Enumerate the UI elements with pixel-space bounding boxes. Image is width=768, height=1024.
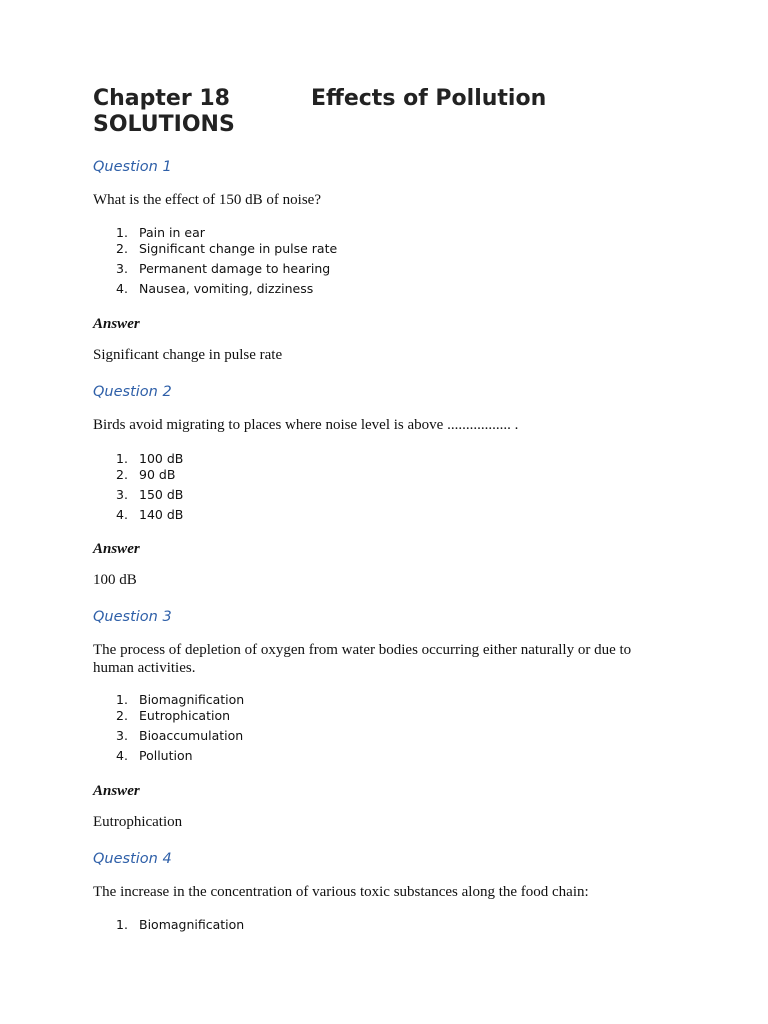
option-label: Eutrophication bbox=[139, 708, 231, 723]
question-heading: Question 4 bbox=[93, 851, 172, 867]
answer-heading: Answer bbox=[93, 316, 140, 332]
option-number: 1. bbox=[116, 225, 128, 240]
option-label: Biomagnification bbox=[139, 917, 245, 932]
option-number: 2. bbox=[116, 467, 128, 482]
answer-text: Significant change in pulse rate bbox=[93, 347, 283, 363]
chapter-topic: Effects of Pollution bbox=[311, 86, 547, 111]
question-heading: Question 2 bbox=[93, 384, 172, 400]
answer-text: Eutrophication bbox=[93, 814, 183, 830]
question-text: What is the effect of 150 dB of noise? bbox=[93, 192, 321, 208]
option-number: 4. bbox=[116, 748, 128, 763]
page-title bbox=[93, 86, 693, 138]
option-label: Pollution bbox=[139, 748, 193, 763]
question-heading: Question 3 bbox=[93, 609, 172, 625]
question-text: The process of depletion of oxygen from water bodies occurring either naturally or due to human activities. bbox=[93, 642, 632, 676]
option-number: 3. bbox=[116, 487, 128, 502]
option-number: 1. bbox=[116, 917, 128, 932]
option-label: 150 dB bbox=[139, 487, 184, 502]
option-number: 4. bbox=[116, 281, 128, 296]
chapter-number: Chapter 18 bbox=[93, 86, 230, 111]
solutions-subtitle: SOLUTIONS bbox=[93, 112, 235, 137]
option-number: 1. bbox=[116, 451, 128, 466]
option-number: 2. bbox=[116, 241, 128, 256]
answer-text: 100 dB bbox=[93, 572, 137, 588]
option-label: Permanent damage to hearing bbox=[139, 261, 331, 276]
option-number: 3. bbox=[116, 728, 128, 743]
question-text: The increase in the concentration of various toxic substances along the food chain: bbox=[93, 884, 589, 900]
option-label: Pain in ear bbox=[139, 225, 205, 240]
option-number: 3. bbox=[116, 261, 128, 276]
option-label: 140 dB bbox=[139, 507, 184, 522]
option-number: 1. bbox=[116, 692, 128, 707]
answer-heading: Answer bbox=[93, 541, 140, 557]
option-label: Significant change in pulse rate bbox=[139, 241, 338, 256]
option-label: 100 dB bbox=[139, 451, 184, 466]
question-heading: Question 1 bbox=[93, 159, 172, 175]
option-label: Biomagnification bbox=[139, 692, 245, 707]
option-label: 90 dB bbox=[139, 467, 176, 482]
option-number: 2. bbox=[116, 708, 128, 723]
option-number: 4. bbox=[116, 507, 128, 522]
answer-heading: Answer bbox=[93, 783, 140, 799]
question-text: Birds avoid migrating to places where noise level is above ................. . bbox=[93, 417, 519, 433]
option-label: Bioaccumulation bbox=[139, 728, 244, 743]
option-label: Nausea, vomiting, dizziness bbox=[139, 281, 314, 296]
